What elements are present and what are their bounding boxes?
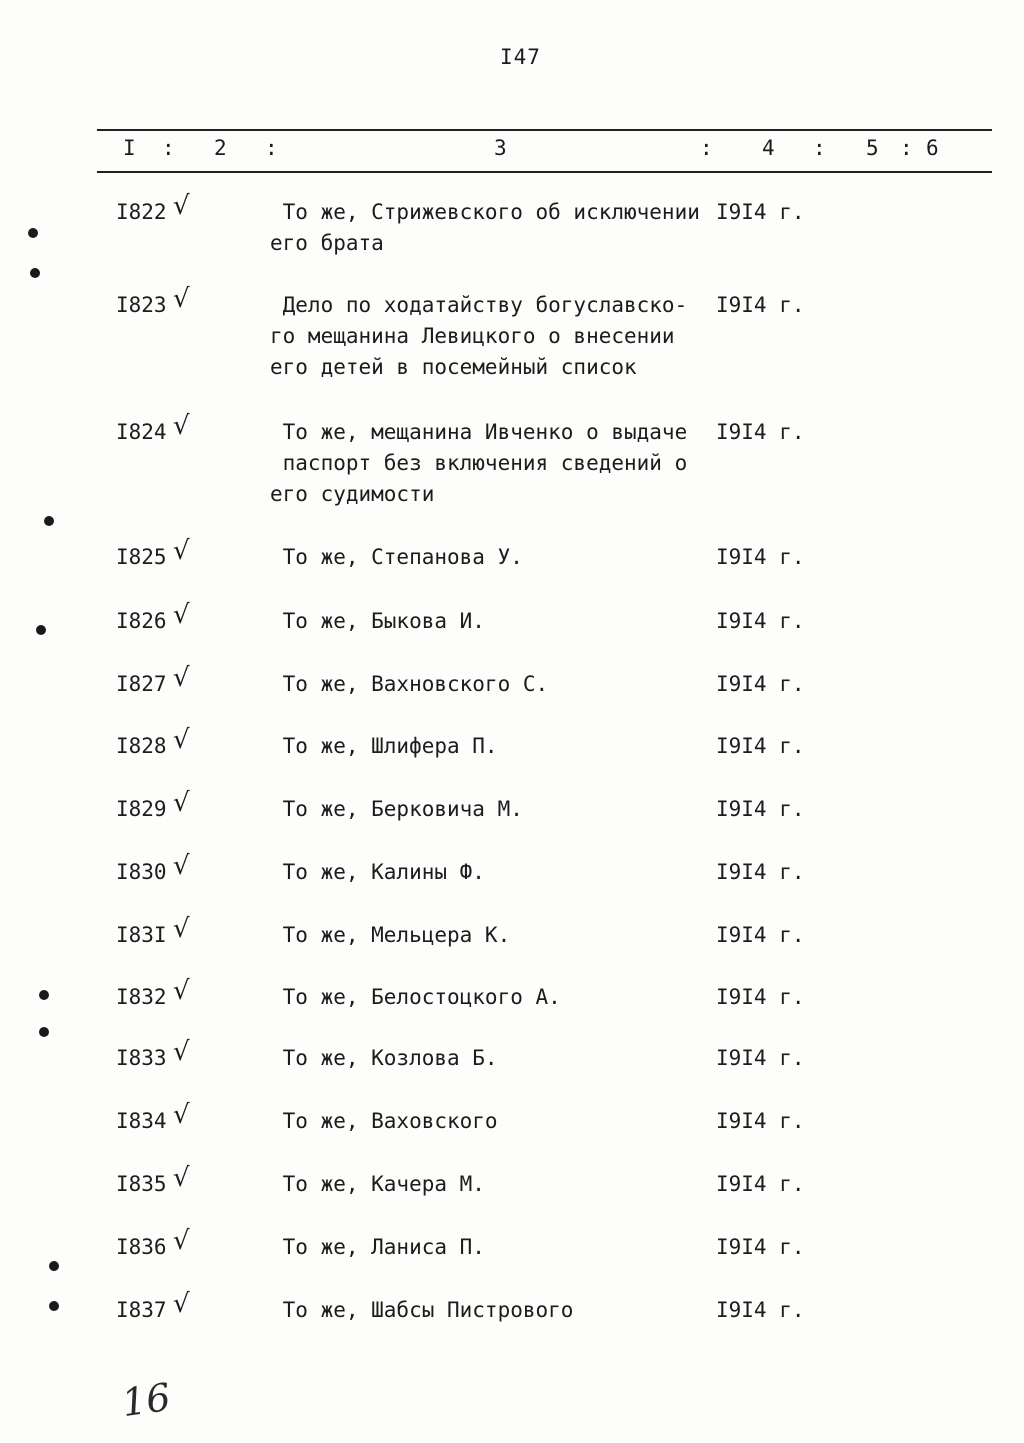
- header-separator: :: [162, 136, 175, 160]
- row-number: I836: [116, 1235, 167, 1259]
- row-date: I9I4 г.: [716, 985, 805, 1009]
- row-number: I827: [116, 672, 167, 696]
- header-col-5: 5: [866, 136, 879, 160]
- row-title: То же, Берковича М.: [270, 797, 523, 821]
- row-title: Дело по ходатайству богуславско- го мещанина Левицкого о внесении его детей в посемейный список: [270, 293, 688, 379]
- row-date: I9I4 г.: [716, 860, 805, 884]
- check-mark-icon: √: [173, 1289, 190, 1319]
- row-number: I824: [116, 420, 167, 444]
- handwritten-note: 16: [119, 1374, 174, 1426]
- row-date: I9I4 г.: [716, 1109, 805, 1133]
- header-rule-top: [97, 129, 992, 131]
- row-date: I9I4 г.: [716, 672, 805, 696]
- check-mark-icon: √: [173, 788, 190, 818]
- row-title: То же, Вахновского С.: [270, 672, 549, 696]
- row-date: I9I4 г.: [716, 200, 805, 224]
- punch-hole: [39, 1027, 49, 1037]
- check-mark-icon: √: [173, 1037, 190, 1067]
- row-number: I835: [116, 1172, 167, 1196]
- row-title: То же, Козлова Б.: [270, 1046, 498, 1070]
- header-separator: :: [265, 136, 278, 160]
- row-date: I9I4 г.: [716, 734, 805, 758]
- header-separator: :: [813, 136, 826, 160]
- punch-hole: [39, 990, 49, 1000]
- check-mark-icon: √: [173, 191, 190, 221]
- check-mark-icon: √: [173, 284, 190, 314]
- row-title: То же, Шлифера П.: [270, 734, 498, 758]
- row-number: I823: [116, 293, 167, 317]
- header-col-6: 6: [926, 136, 939, 160]
- check-mark-icon: √: [173, 411, 190, 441]
- row-date: I9I4 г.: [716, 1298, 805, 1322]
- check-mark-icon: √: [173, 663, 190, 693]
- punch-hole: [49, 1301, 59, 1311]
- header-col-1: I: [123, 136, 136, 160]
- row-number: I832: [116, 985, 167, 1009]
- punch-hole: [49, 1261, 59, 1271]
- row-title: То же, Белостоцкого А.: [270, 985, 561, 1009]
- row-number: I826: [116, 609, 167, 633]
- row-number: I828: [116, 734, 167, 758]
- row-title: То же, Ланиса П.: [270, 1235, 485, 1259]
- row-title: То же, Ваховского: [270, 1109, 498, 1133]
- row-title: То же, Качера М.: [270, 1172, 485, 1196]
- row-title: То же, Калины Ф.: [270, 860, 485, 884]
- row-number: I837: [116, 1298, 167, 1322]
- page-number: I47: [500, 45, 541, 69]
- row-number: I834: [116, 1109, 167, 1133]
- row-title: То же, Степанова У.: [270, 545, 523, 569]
- check-mark-icon: √: [173, 536, 190, 566]
- row-date: I9I4 г.: [716, 293, 805, 317]
- header-separator: :: [900, 136, 913, 160]
- row-number: I830: [116, 860, 167, 884]
- row-date: I9I4 г.: [716, 1235, 805, 1259]
- header-col-4: 4: [762, 136, 775, 160]
- row-title: То же, Шабсы Пистрового: [270, 1298, 574, 1322]
- punch-hole: [36, 625, 46, 635]
- punch-hole: [28, 228, 38, 238]
- check-mark-icon: √: [173, 1100, 190, 1130]
- row-date: I9I4 г.: [716, 923, 805, 947]
- check-mark-icon: √: [173, 600, 190, 630]
- row-title: То же, Мельцера К.: [270, 923, 511, 947]
- check-mark-icon: √: [173, 914, 190, 944]
- row-number: I829: [116, 797, 167, 821]
- row-date: I9I4 г.: [716, 545, 805, 569]
- check-mark-icon: √: [173, 725, 190, 755]
- row-title: То же, Быкова И.: [270, 609, 485, 633]
- check-mark-icon: √: [173, 851, 190, 881]
- header-separator: :: [700, 136, 713, 160]
- row-number: I83I: [116, 923, 167, 947]
- punch-hole: [30, 268, 40, 278]
- row-date: I9I4 г.: [716, 420, 805, 444]
- check-mark-icon: √: [173, 976, 190, 1006]
- row-number: I833: [116, 1046, 167, 1070]
- row-date: I9I4 г.: [716, 1172, 805, 1196]
- header-col-2: 2: [214, 136, 227, 160]
- header-rule-bottom: [97, 171, 992, 173]
- row-date: I9I4 г.: [716, 797, 805, 821]
- row-title: То же, мещанина Ивченко о выдаче паспорт без включения сведений о его судимости: [270, 420, 688, 506]
- header-col-3: 3: [494, 136, 507, 160]
- row-number: I822: [116, 200, 167, 224]
- row-number: I825: [116, 545, 167, 569]
- row-title: То же, Стрижевского об исключении его брата: [270, 200, 700, 255]
- check-mark-icon: √: [173, 1163, 190, 1193]
- row-date: I9I4 г.: [716, 1046, 805, 1070]
- check-mark-icon: √: [173, 1226, 190, 1256]
- punch-hole: [44, 516, 54, 526]
- row-date: I9I4 г.: [716, 609, 805, 633]
